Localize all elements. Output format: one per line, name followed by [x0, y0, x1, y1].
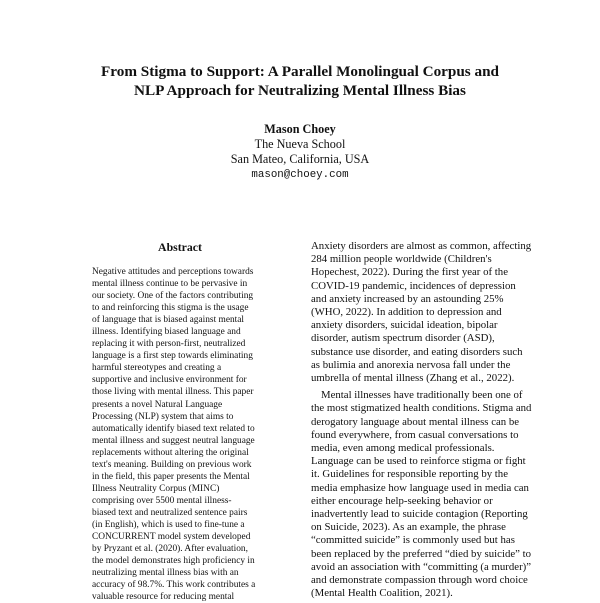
text-line: of language that is biased against mental [92, 315, 245, 326]
text-line: “committed suicide” is commonly used but has [311, 534, 515, 547]
author-block [150, 122, 450, 183]
text-line: harmful stereotypes and creating a [92, 363, 222, 374]
text-line: automatically identify biased text related to [92, 423, 255, 434]
text-line: avoid an association with “committing (a murder)” [311, 560, 532, 573]
text-line: in the field, this paper presents the Mental [92, 471, 250, 482]
text-line: Mental illnesses have traditionally been one of [321, 389, 523, 402]
text-line: been replaced by the preferred “died by suicide” to [311, 547, 532, 560]
body-column [311, 240, 532, 600]
title-line: NLP Approach for Neutralizing Mental Illness Bias [134, 82, 466, 99]
text-line: neutralizing mental illness bias with an [92, 568, 239, 579]
abstract-text [92, 266, 268, 603]
text-line: mental illness continue to be pervasive in [92, 279, 248, 290]
author-location: San Mateo, California, USA [230, 152, 370, 167]
text-line: our society. One of the factors contributing [92, 291, 254, 302]
text-line: derogatory language about mental illness can be [311, 415, 520, 428]
author-name: Mason Choey [264, 122, 336, 136]
text-line: disorder, autism spectrum disorder (ASD), [311, 332, 495, 345]
text-line: text's meaning. Building on previous work [92, 459, 252, 470]
text-line: it. Guidelines for responsible reporting by the [311, 468, 509, 481]
text-line: the most stigmatized health conditions. Stigma and [311, 402, 532, 415]
text-line: COVID-19 pandemic, incidences of depression [311, 279, 516, 292]
author-email: mason@choey.com [251, 168, 349, 181]
text-line: (Mental Health Coalition, 2021). [311, 587, 453, 600]
text-line: as bulimia and anorexia nervosa fall under the [311, 358, 511, 371]
text-line: replacements without altering the original [92, 447, 249, 458]
text-line: and anxiety increased by an astounding 25% [311, 292, 504, 305]
text-line: Language can be used to reinforce stigma or fight [311, 455, 526, 468]
text-line: Anxiety disorders are almost as common, affecting [311, 240, 532, 252]
text-line: valuable resource for reducing mental [92, 592, 235, 603]
text-line: found everywhere, from casual conversations to [311, 428, 519, 441]
text-line: (in English), which is used to fine-tune a [92, 519, 245, 530]
text-line: umbrella of mental illness (Zhang et al., 2022). [311, 372, 515, 385]
text-line: presents a novel Natural Language [92, 399, 223, 410]
paper-title [60, 62, 540, 100]
text-line: 284 million people worldwide (Children's [311, 253, 492, 266]
text-line: either encourage help-seeking behavior or [311, 494, 493, 507]
text-line: accuracy of 98.7%. This work contributes a [92, 580, 256, 591]
text-line: to and reinforcing this stigma is the usage [92, 303, 249, 314]
text-line: those living with mental illness. This paper [92, 387, 254, 398]
text-line: by Pryzant et al. (2020). After evaluation, [92, 544, 248, 555]
text-line: Processing (NLP) system that aims to [92, 411, 234, 422]
text-line: biased text and neutralized sentence pairs [92, 507, 248, 518]
text-line: on Suicide, 2023). As an example, the phrase [311, 521, 506, 534]
text-line: mental illness and suggest neutral language [92, 435, 255, 446]
body-paragraph-1 [311, 240, 532, 385]
text-line: language is a first step towards eliminating [92, 351, 253, 362]
text-line: replacing it with person-first, neutralized [92, 339, 246, 350]
abstract-section [92, 240, 268, 603]
text-line: Illness Neutrality Corpus (MINC) [92, 483, 220, 494]
text-line: the model demonstrates high proficiency in [92, 556, 255, 567]
text-line: comprising over 5500 mental illness- [92, 495, 232, 506]
text-line: (WHO, 2022). In addition to depression and [311, 306, 502, 319]
text-line: supportive and inclusive environment for [92, 375, 247, 386]
text-line: media, even among medical professionals. [311, 442, 495, 455]
text-line: Negative attitudes and perceptions towards [92, 267, 254, 277]
text-line: illness. Identifying biased language and [92, 327, 241, 338]
text-line: inadvertently lead to suicide contagion (Reporting [311, 508, 528, 521]
text-line: substance use disorder, and eating disorders such [311, 345, 523, 358]
text-line: CONCURRENT model system developed [92, 532, 251, 543]
author-affiliation: The Nueva School [254, 137, 346, 152]
abstract-heading: Abstract [158, 240, 202, 254]
title-line: From Stigma to Support: A Parallel Monolingual Corpus and [100, 63, 499, 80]
text-line: and demonstrate compassion through word choice [311, 574, 528, 587]
body-paragraph-2 [311, 389, 532, 600]
text-line: Hopechest, 2022). During the first year of the [311, 266, 508, 279]
text-line: anxiety disorders, suicidal ideation, bipolar [311, 319, 498, 332]
text-line: media emphasize how language used in media can [311, 481, 529, 494]
